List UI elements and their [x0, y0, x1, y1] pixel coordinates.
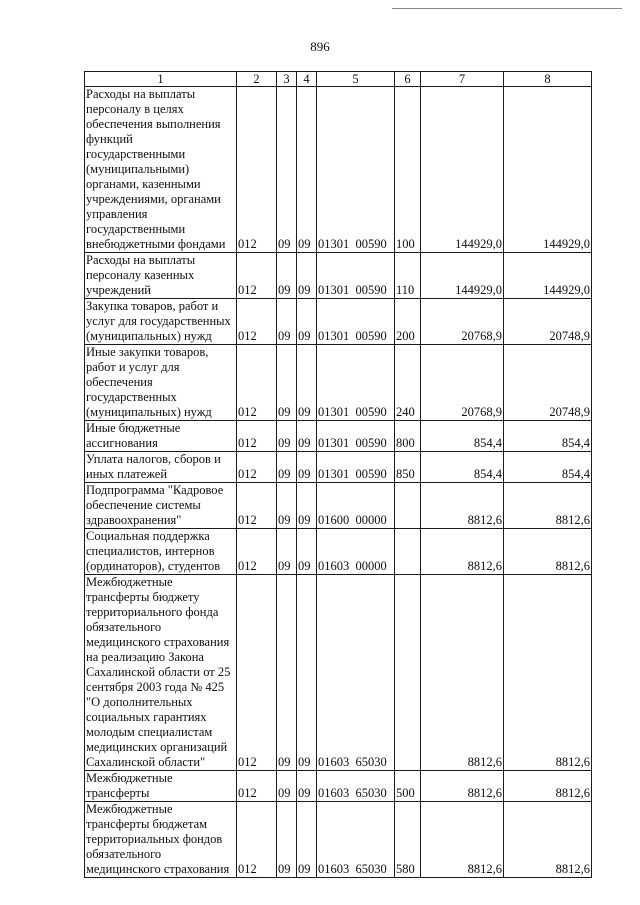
- row-csr: 01603 65030: [317, 771, 395, 802]
- row-name: Закупка товаров, работ и услуг для государственных (муниципальных) нужд: [85, 299, 237, 345]
- table-row: [85, 253, 592, 299]
- column-header-2: 2: [237, 72, 277, 87]
- row-csr: 01301 00590: [317, 452, 395, 483]
- row-csr: 01301 00590: [317, 345, 395, 421]
- table-row: [85, 345, 592, 421]
- row-sum-2: 144929,0: [504, 253, 592, 299]
- row-sum-2: 8812,6: [504, 771, 592, 802]
- column-header-5: 5: [317, 72, 395, 87]
- row-sum-1: 8812,6: [421, 529, 504, 575]
- row-vr: 200: [395, 299, 421, 345]
- row-sum-1: 854,4: [421, 452, 504, 483]
- row-pr: 09: [297, 771, 317, 802]
- row-grbs: 012: [237, 575, 277, 771]
- table-row: [85, 299, 592, 345]
- row-rz: 09: [277, 299, 297, 345]
- row-pr: 09: [297, 452, 317, 483]
- top-rule: [392, 8, 622, 9]
- row-sum-2: 854,4: [504, 452, 592, 483]
- header-row: [85, 72, 592, 87]
- row-rz: 09: [277, 253, 297, 299]
- row-csr: 01301 00590: [317, 299, 395, 345]
- row-vr: 500: [395, 771, 421, 802]
- row-csr: 01301 00590: [317, 421, 395, 452]
- row-sum-2: 854,4: [504, 421, 592, 452]
- row-csr: 01603 00000: [317, 529, 395, 575]
- row-rz: 09: [277, 345, 297, 421]
- row-grbs: 012: [237, 87, 277, 253]
- column-header-6: 6: [395, 72, 421, 87]
- row-vr: 100: [395, 87, 421, 253]
- column-header-1: 1: [85, 72, 237, 87]
- row-name: Расходы на выплаты персоналу казенных учреждений: [85, 253, 237, 299]
- row-pr: 09: [297, 575, 317, 771]
- row-grbs: 012: [237, 299, 277, 345]
- row-name: Межбюджетные трансферты бюджетам территориальных фондов обязательного медицинского страхования: [85, 802, 237, 878]
- table-row: [85, 802, 592, 878]
- row-grbs: 012: [237, 253, 277, 299]
- row-grbs: 012: [237, 802, 277, 878]
- row-sum-2: 8812,6: [504, 529, 592, 575]
- row-csr: 01301 00590: [317, 253, 395, 299]
- row-rz: 09: [277, 483, 297, 529]
- row-grbs: 012: [237, 483, 277, 529]
- row-rz: 09: [277, 452, 297, 483]
- table-row: [85, 452, 592, 483]
- row-vr: [395, 529, 421, 575]
- table-row: [85, 529, 592, 575]
- row-pr: 09: [297, 87, 317, 253]
- row-pr: 09: [297, 483, 317, 529]
- row-vr: 800: [395, 421, 421, 452]
- row-rz: 09: [277, 771, 297, 802]
- row-grbs: 012: [237, 421, 277, 452]
- row-grbs: 012: [237, 529, 277, 575]
- row-pr: 09: [297, 299, 317, 345]
- row-name: Уплата налогов, сборов и иных платежей: [85, 452, 237, 483]
- row-pr: 09: [297, 529, 317, 575]
- row-name: Иные закупки товаров, работ и услуг для обеспечения государственных (муниципальных) нужд: [85, 345, 237, 421]
- row-name: Межбюджетные трансферты: [85, 771, 237, 802]
- column-header-3: 3: [277, 72, 297, 87]
- row-sum-1: 8812,6: [421, 771, 504, 802]
- row-vr: [395, 575, 421, 771]
- row-rz: 09: [277, 87, 297, 253]
- row-sum-1: 8812,6: [421, 802, 504, 878]
- row-sum-2: 20748,9: [504, 345, 592, 421]
- row-csr: 01301 00590: [317, 87, 395, 253]
- row-sum-1: 8812,6: [421, 483, 504, 529]
- row-vr: 850: [395, 452, 421, 483]
- row-name: Социальная поддержка специалистов, интернов (ординаторов), студентов: [85, 529, 237, 575]
- row-rz: 09: [277, 529, 297, 575]
- row-name: Межбюджетные трансферты бюджету территориального фонда обязательного медицинского страхования на реализацию Закона Сахалинской области от 25 сентября 2003 года № 425 "О дополнительных социальных гарантиях молодым специалистам медицинских организаций Сахалинской области": [85, 575, 237, 771]
- table-row: [85, 771, 592, 802]
- row-sum-2: 8812,6: [504, 575, 592, 771]
- row-grbs: 012: [237, 452, 277, 483]
- row-sum-2: 20748,9: [504, 299, 592, 345]
- row-pr: 09: [297, 345, 317, 421]
- row-rz: 09: [277, 421, 297, 452]
- row-vr: 110: [395, 253, 421, 299]
- page-number: 896: [310, 39, 330, 54]
- row-name: Подпрограмма "Кадровое обеспечение системы здравоохранения": [85, 483, 237, 529]
- row-pr: 09: [297, 802, 317, 878]
- column-header-7: 7: [421, 72, 504, 87]
- row-sum-2: 8812,6: [504, 802, 592, 878]
- row-rz: 09: [277, 802, 297, 878]
- row-sum-1: 8812,6: [421, 575, 504, 771]
- row-sum-2: 144929,0: [504, 87, 592, 253]
- row-csr: 01603 65030: [317, 802, 395, 878]
- row-vr: [395, 483, 421, 529]
- row-csr: 01603 65030: [317, 575, 395, 771]
- row-name: Расходы на выплаты персоналу в целях обеспечения выполнения функций государственными (муниципальными) органами, казенными учреждениями, органами управления государственными внебюджетными фондами: [85, 87, 237, 253]
- row-name: Иные бюджетные ассигнования: [85, 421, 237, 452]
- table-row: [85, 87, 592, 253]
- row-grbs: 012: [237, 345, 277, 421]
- row-vr: 580: [395, 802, 421, 878]
- row-csr: 01600 00000: [317, 483, 395, 529]
- row-rz: 09: [277, 575, 297, 771]
- row-sum-1: 20768,9: [421, 345, 504, 421]
- row-sum-1: 20768,9: [421, 299, 504, 345]
- row-grbs: 012: [237, 771, 277, 802]
- table-row: [85, 575, 592, 771]
- row-vr: 240: [395, 345, 421, 421]
- column-header-8: 8: [504, 72, 592, 87]
- table-row: [85, 421, 592, 452]
- budget-table: [84, 71, 592, 878]
- row-sum-1: 144929,0: [421, 87, 504, 253]
- row-sum-2: 8812,6: [504, 483, 592, 529]
- table-row: [85, 483, 592, 529]
- row-sum-1: 144929,0: [421, 253, 504, 299]
- row-pr: 09: [297, 421, 317, 452]
- column-header-4: 4: [297, 72, 317, 87]
- row-pr: 09: [297, 253, 317, 299]
- row-sum-1: 854,4: [421, 421, 504, 452]
